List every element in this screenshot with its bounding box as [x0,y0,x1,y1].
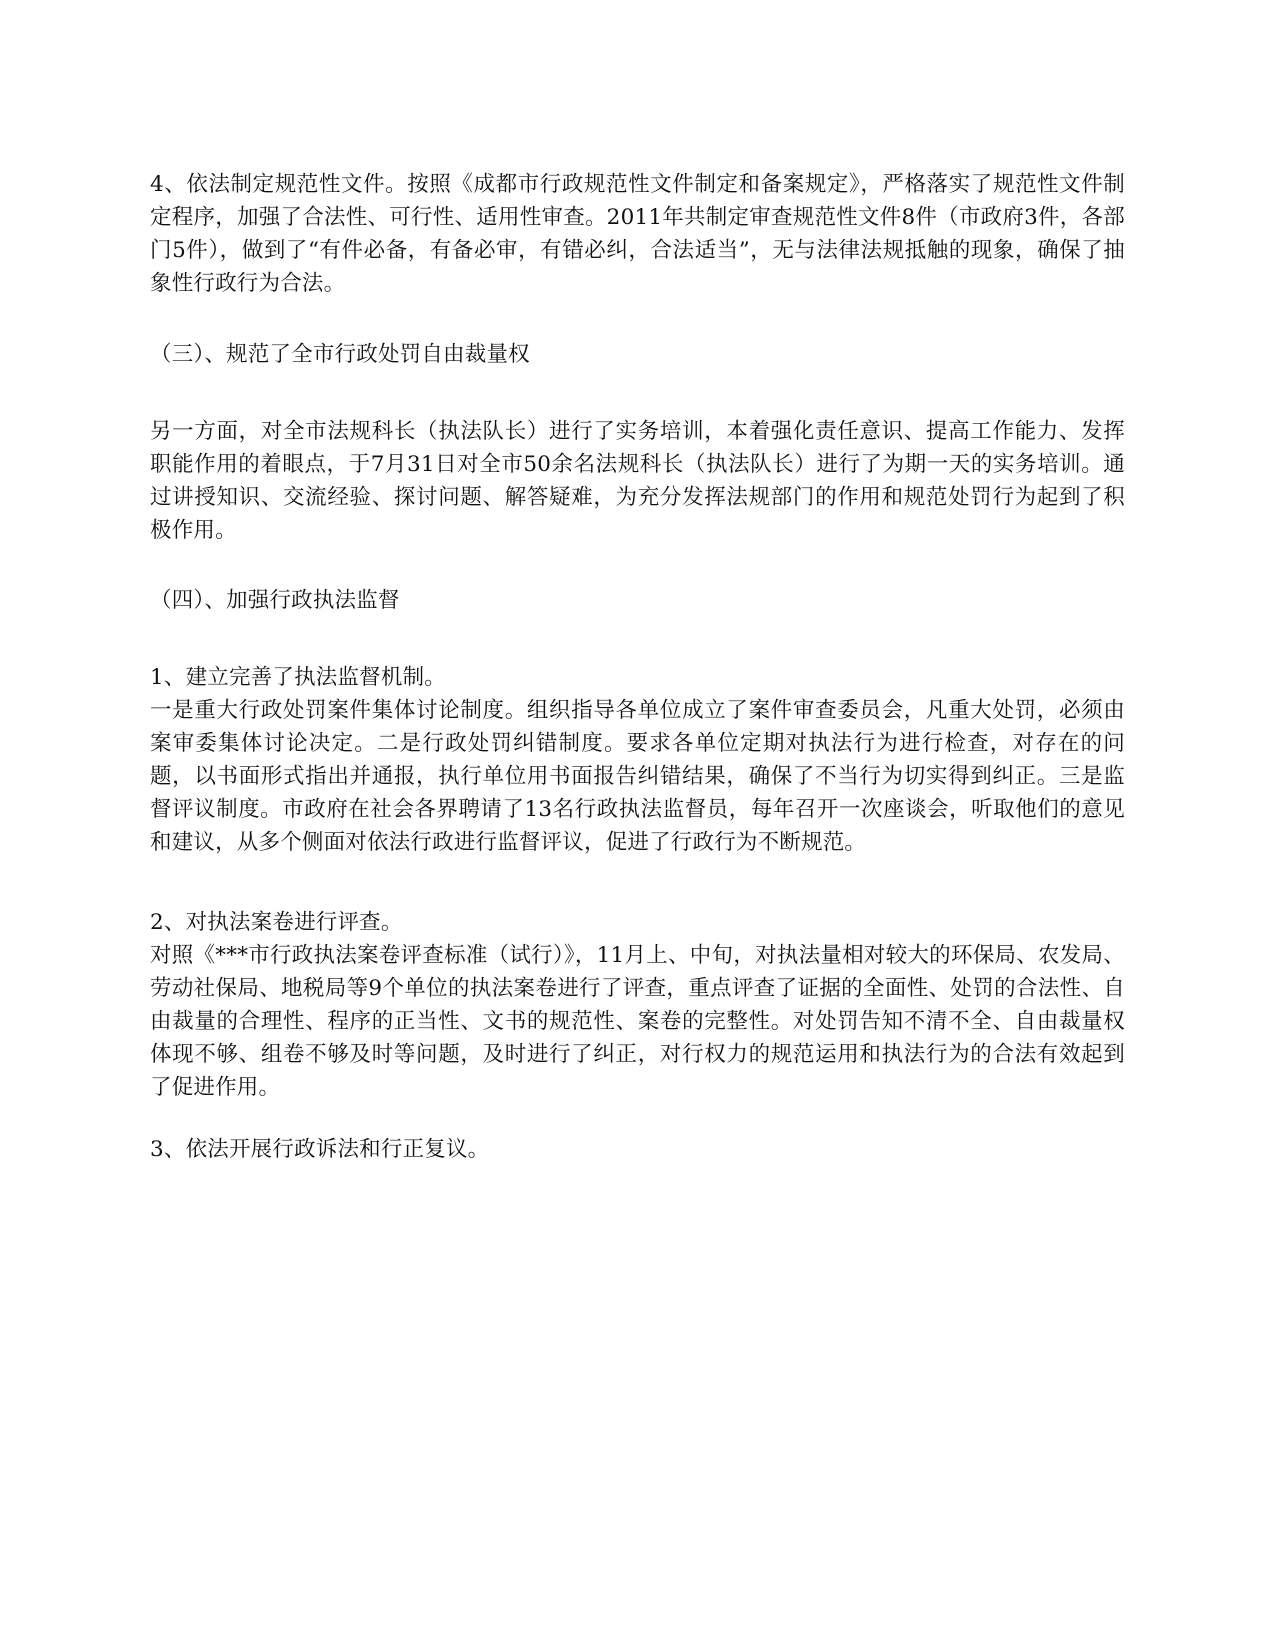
subheading-supervision-mechanism: 1、建立完善了执法监督机制。 [150,665,446,690]
paragraph-normative-documents: 4、依法制定规范性文件。按照《成都市行政规范性文件制定和备案规定》，严格落实了规范性文件制定程序，加强了合法性、可行性、适用性审查。2011年共制定审查规范性文件8件（市政府3件，各部门5件），做到了“有件必备，有备必审，有错必纠，合法适当”，无与法律法规抵触的现象，确保了抽象性行政行为合法。 [150,172,1125,296]
subheading-litigation-review: 3、依法开展行政诉法和行正复议。 [150,1137,490,1162]
section-heading-3: （三）、规范了全市行政处罚自由裁量权 [150,342,530,367]
paragraph-supervision-mechanism: 一是重大行政处罚案件集体讨论制度。组织指导各单位成立了案件审查委员会，凡重大处罚，必须由案审委集体讨论决定。二是行政处罚纠错制度。要求各单位定期对执法行为进行检查，对存在的问题，以书面形式指出并通报，执行单位用书面报告纠错结果，确保了不当行为切实得到纠正。三是监督评议制度。市政府在社会各界聘请了13名行政执法监督员，每年召开一次座谈会，听取他们的意见和建议，从多个侧面对依法行政进行监督评议，促进了行政行为不断规范。 [150,698,1125,855]
paragraph-training: 另一方面，对全市法规科长（执法队长）进行了实务培训，本着强化责任意识、提高工作能力、发挥职能作用的着眼点，于7月31日对全市50余名法规科长（执法队长）进行了为期一天的实务培训。通过讲授知识、交流经验、探讨问题、解答疑难，为充分发挥法规部门的作用和规范处罚行为起到了积极作用。 [150,419,1125,543]
subheading-case-review: 2、对执法案卷进行评查。 [150,910,403,935]
document-page [150,0,1125,1650]
section-heading-4: （四）、加强行政执法监督 [150,588,400,613]
paragraph-case-review: 对照《***市行政执法案卷评查标准（试行）》，11月上、中旬，对执法量相对较大的环保局、农发局、劳动社保局、地税局等9个单位的执法案卷进行了评查，重点评查了证据的全面性、处罚的合法性、自由裁量的合理性、程序的正当性、文书的规范性、案卷的完整性。对处罚告知不清不全、自由裁量权体现不够、组卷不够及时等问题，及时进行了纠正，对行权力的规范运用和执法行为的合法有效起到了促进作用。 [150,943,1125,1100]
